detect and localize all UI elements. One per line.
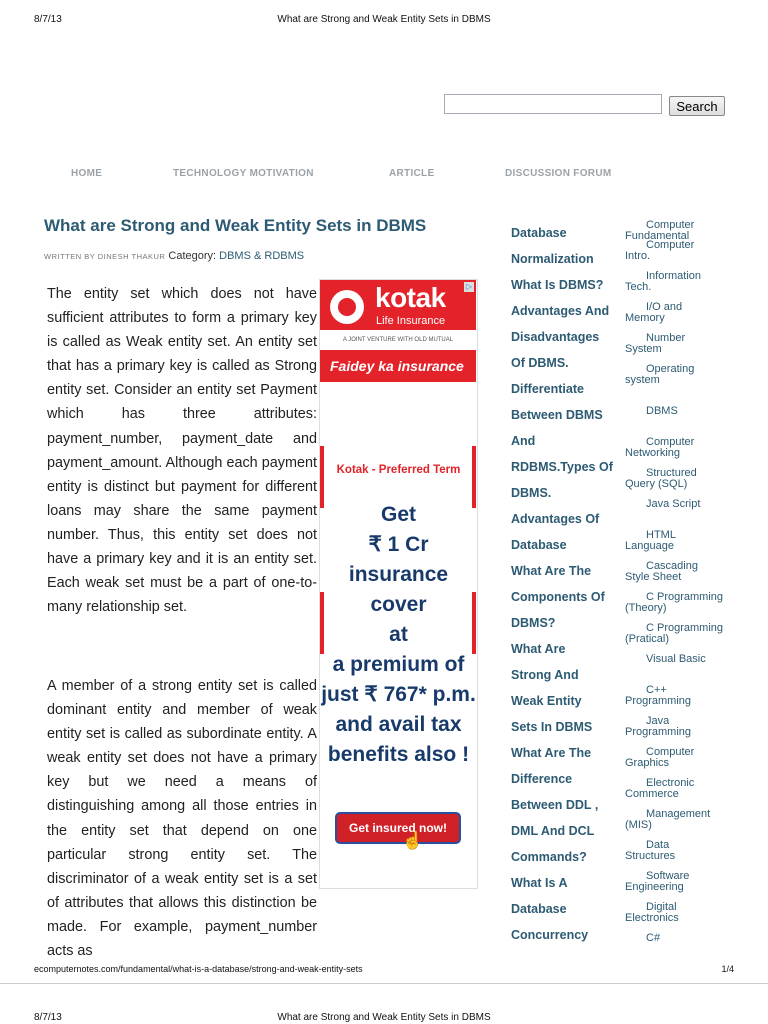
- sidebar-link[interactable]: Components Of: [511, 590, 605, 604]
- category-item[interactable]: [620, 592, 738, 614]
- ad-accent: [472, 446, 476, 508]
- sidebar-link[interactable]: What Are: [511, 642, 566, 656]
- byline: [44, 250, 304, 262]
- category-label: Computer: [646, 436, 695, 448]
- ad-brand-sub: Life Insurance: [376, 315, 446, 327]
- category-label: Category:: [168, 250, 217, 262]
- ad-offer: Get ₹ 1 Cr insurance cover at a premium of just ₹ 767* p.m. and avail tax benefits also !: [321, 503, 476, 766]
- category-label: Management: [646, 808, 711, 820]
- category-label: Intro.: [625, 250, 651, 262]
- sidebar-link[interactable]: Sets In DBMS: [511, 720, 593, 734]
- ad-header: [320, 280, 476, 382]
- category-label: DBMS: [646, 405, 678, 417]
- category-item[interactable]: [620, 654, 738, 665]
- category-label: Software: [646, 870, 690, 882]
- category-label: I/O and: [646, 301, 683, 313]
- category-label: Number: [646, 332, 686, 344]
- category-label: Style Sheet: [625, 571, 682, 583]
- category-label: Visual Basic: [646, 653, 706, 665]
- category-label: System: [625, 343, 662, 355]
- category-label: Query (SQL): [625, 478, 688, 490]
- category-label: Fundamental: [625, 230, 690, 242]
- ad-cta-button[interactable]: Get insured now!: [337, 814, 459, 842]
- category-item[interactable]: [620, 302, 738, 324]
- sidebar-link[interactable]: Database: [511, 538, 567, 552]
- nav-technology-motivation[interactable]: TECHNOLOGY MOTIVATION: [173, 168, 314, 179]
- related-articles: [511, 220, 616, 948]
- sidebar-link[interactable]: Difference: [511, 772, 573, 786]
- print-header-next: [0, 1012, 768, 1024]
- sidebar-link[interactable]: What Is A: [511, 876, 568, 890]
- category-item[interactable]: [620, 716, 738, 738]
- print-title: What are Strong and Weak Entity Sets in DBMS: [277, 14, 491, 25]
- category-item[interactable]: [620, 685, 738, 707]
- category-label: Language: [625, 540, 674, 552]
- category-label: Computer: [646, 219, 695, 231]
- main-nav: [0, 168, 768, 182]
- category-item[interactable]: [620, 902, 738, 924]
- sidebar-link[interactable]: What Are The: [511, 564, 592, 578]
- ad-brand: kotak: [375, 282, 446, 313]
- category-label: C Programming: [646, 622, 724, 634]
- sidebar-link[interactable]: DML And DCL: [511, 824, 595, 838]
- category-label: C++: [646, 684, 667, 696]
- category-item[interactable]: [620, 271, 738, 293]
- sidebar-link[interactable]: RDBMS.Types Of: [511, 460, 613, 474]
- category-label: Electronics: [625, 912, 679, 924]
- category-label: Networking: [625, 447, 681, 459]
- page-number: 1/4: [721, 964, 734, 974]
- article-paragraph-1: The entity set which does not have sufficient attributes to form a primary key is called as Weak entity set. An entity set that has a primary key is called as Strong entity set. Consider an entity set Payment which has three attributes: payment_number, payment_date and payment_amount. Although each payment entity is distinct but payment for different loans may share the same payment number. Thus, this entity set does not have a primary key and it is an entity set. Each weak set must be a part of one-to-many relationship set.: [47, 286, 317, 616]
- ad-term: Kotak - Preferred Term: [336, 464, 461, 476]
- ad-strip: A JOINT VENTURE WITH OLD MUTUAL: [320, 330, 476, 350]
- category-item[interactable]: [620, 871, 738, 893]
- category-label: system: [625, 374, 660, 386]
- category-label: Computer: [646, 746, 695, 758]
- print-url: ecomputernotes.com/fundamental/what-is-a-database/strong-and-weak-entity-sets: [34, 964, 363, 974]
- page-divider: [0, 983, 768, 984]
- category-item[interactable]: [620, 933, 738, 944]
- category-item[interactable]: [620, 747, 738, 769]
- print-footer: [0, 964, 768, 978]
- category-label: Computer: [646, 239, 695, 251]
- category-label: Tech.: [625, 281, 652, 293]
- sidebar-link[interactable]: What Are The: [511, 746, 592, 760]
- category-label: (MIS): [625, 819, 652, 831]
- category-item[interactable]: [620, 840, 738, 862]
- sidebar-link[interactable]: Disadvantages: [511, 330, 600, 344]
- category-item[interactable]: [620, 437, 738, 459]
- category-link[interactable]: DBMS & RDBMS: [219, 250, 305, 262]
- category-label: C Programming: [646, 591, 724, 603]
- category-label: Memory: [625, 312, 665, 324]
- nav-discussion-forum[interactable]: DISCUSSION FORUM: [505, 168, 612, 179]
- category-label: Programming: [625, 726, 692, 738]
- sidebar-link[interactable]: DBMS?: [511, 616, 556, 630]
- sidebar-link[interactable]: Between DBMS: [511, 408, 603, 422]
- search-button[interactable]: Search: [669, 96, 725, 116]
- category-label: Structures: [625, 850, 676, 862]
- category-item[interactable]: [620, 240, 738, 262]
- category-label: Java Script: [646, 498, 701, 510]
- category-label: Engineering: [625, 881, 684, 893]
- print-date: 8/7/13: [34, 1012, 62, 1023]
- sidebar-link[interactable]: Advantages And: [511, 304, 610, 318]
- sidebar-link[interactable]: Between DDL ,: [511, 798, 599, 812]
- category-label: Java: [646, 715, 670, 727]
- category-label: (Theory): [625, 602, 667, 614]
- category-label: Operating: [646, 363, 695, 375]
- category-label: Structured: [646, 467, 697, 479]
- category-item[interactable]: [620, 499, 738, 510]
- sidebar-link[interactable]: Concurrency: [511, 928, 589, 942]
- category-label: Programming: [625, 695, 692, 707]
- category-label: C#: [646, 932, 661, 944]
- sidebar-link[interactable]: Database: [511, 226, 567, 240]
- category-item[interactable]: [620, 468, 738, 490]
- kotak-logo-icon: [330, 290, 364, 324]
- author-line: WRITTEN BY DINESH THAKUR: [44, 252, 166, 261]
- advertisement[interactable]: [320, 280, 477, 888]
- article-paragraph-2: A member of a strong entity set is called dominant entity and member of weak entity set is called as subordinate entity. A weak entity set does not have a primary key but we need a means of distinguishing among all those entries in the entity set that depend on one particular strong entity set. The discriminator of a weak entity set is a set of attributes that allows this distinction be made. For example, payment_number acts as: [47, 678, 317, 960]
- category-label: Commerce: [625, 788, 679, 800]
- print-title: What are Strong and Weak Entity Sets in DBMS: [277, 1012, 491, 1023]
- print-date: 8/7/13: [34, 14, 62, 25]
- sidebar-link[interactable]: Weak Entity: [511, 694, 582, 708]
- category-item[interactable]: [620, 364, 738, 386]
- sidebar-link[interactable]: DBMS.: [511, 486, 552, 500]
- category-item[interactable]: [620, 530, 738, 552]
- nav-article[interactable]: ARTICLE: [389, 168, 435, 179]
- category-label: Electronic: [646, 777, 695, 789]
- category-label: (Pratical): [625, 633, 670, 645]
- category-label: Graphics: [625, 757, 670, 769]
- page-title: What are Strong and Weak Entity Sets in DBMS: [44, 216, 427, 235]
- sidebar-link[interactable]: Advantages Of: [511, 512, 600, 526]
- sidebar-link[interactable]: Of DBMS.: [511, 356, 569, 370]
- category-label: Cascading: [646, 560, 698, 572]
- hand-cursor-icon: ☝: [402, 831, 424, 850]
- category-label: Information: [646, 270, 702, 282]
- ad-accent: [320, 446, 324, 508]
- category-item[interactable]: [620, 778, 738, 800]
- category-label: HTML: [646, 529, 676, 541]
- ad-tagline: Faidey ka insurance: [330, 358, 464, 374]
- sidebar-link[interactable]: What Is DBMS?: [511, 278, 604, 292]
- nav-home[interactable]: HOME: [71, 168, 103, 179]
- sidebar-link[interactable]: Strong And: [511, 668, 579, 682]
- category-label: Data: [646, 839, 670, 851]
- sidebar-link[interactable]: Database: [511, 902, 567, 916]
- adchoices-icon[interactable]: ▷: [465, 282, 473, 291]
- sidebar-link[interactable]: Normalization: [511, 252, 594, 266]
- category-item[interactable]: [620, 623, 738, 645]
- category-label: Digital: [646, 901, 677, 913]
- category-item[interactable]: [620, 809, 738, 831]
- sidebar-link[interactable]: And: [511, 434, 536, 448]
- category-item[interactable]: [620, 561, 738, 583]
- sidebar-link[interactable]: Differentiate: [511, 382, 584, 396]
- sidebar-link[interactable]: Commands?: [511, 850, 587, 864]
- category-item[interactable]: [620, 406, 738, 417]
- print-header: [0, 14, 768, 30]
- search-input[interactable]: [444, 94, 662, 114]
- category-item[interactable]: [620, 333, 738, 355]
